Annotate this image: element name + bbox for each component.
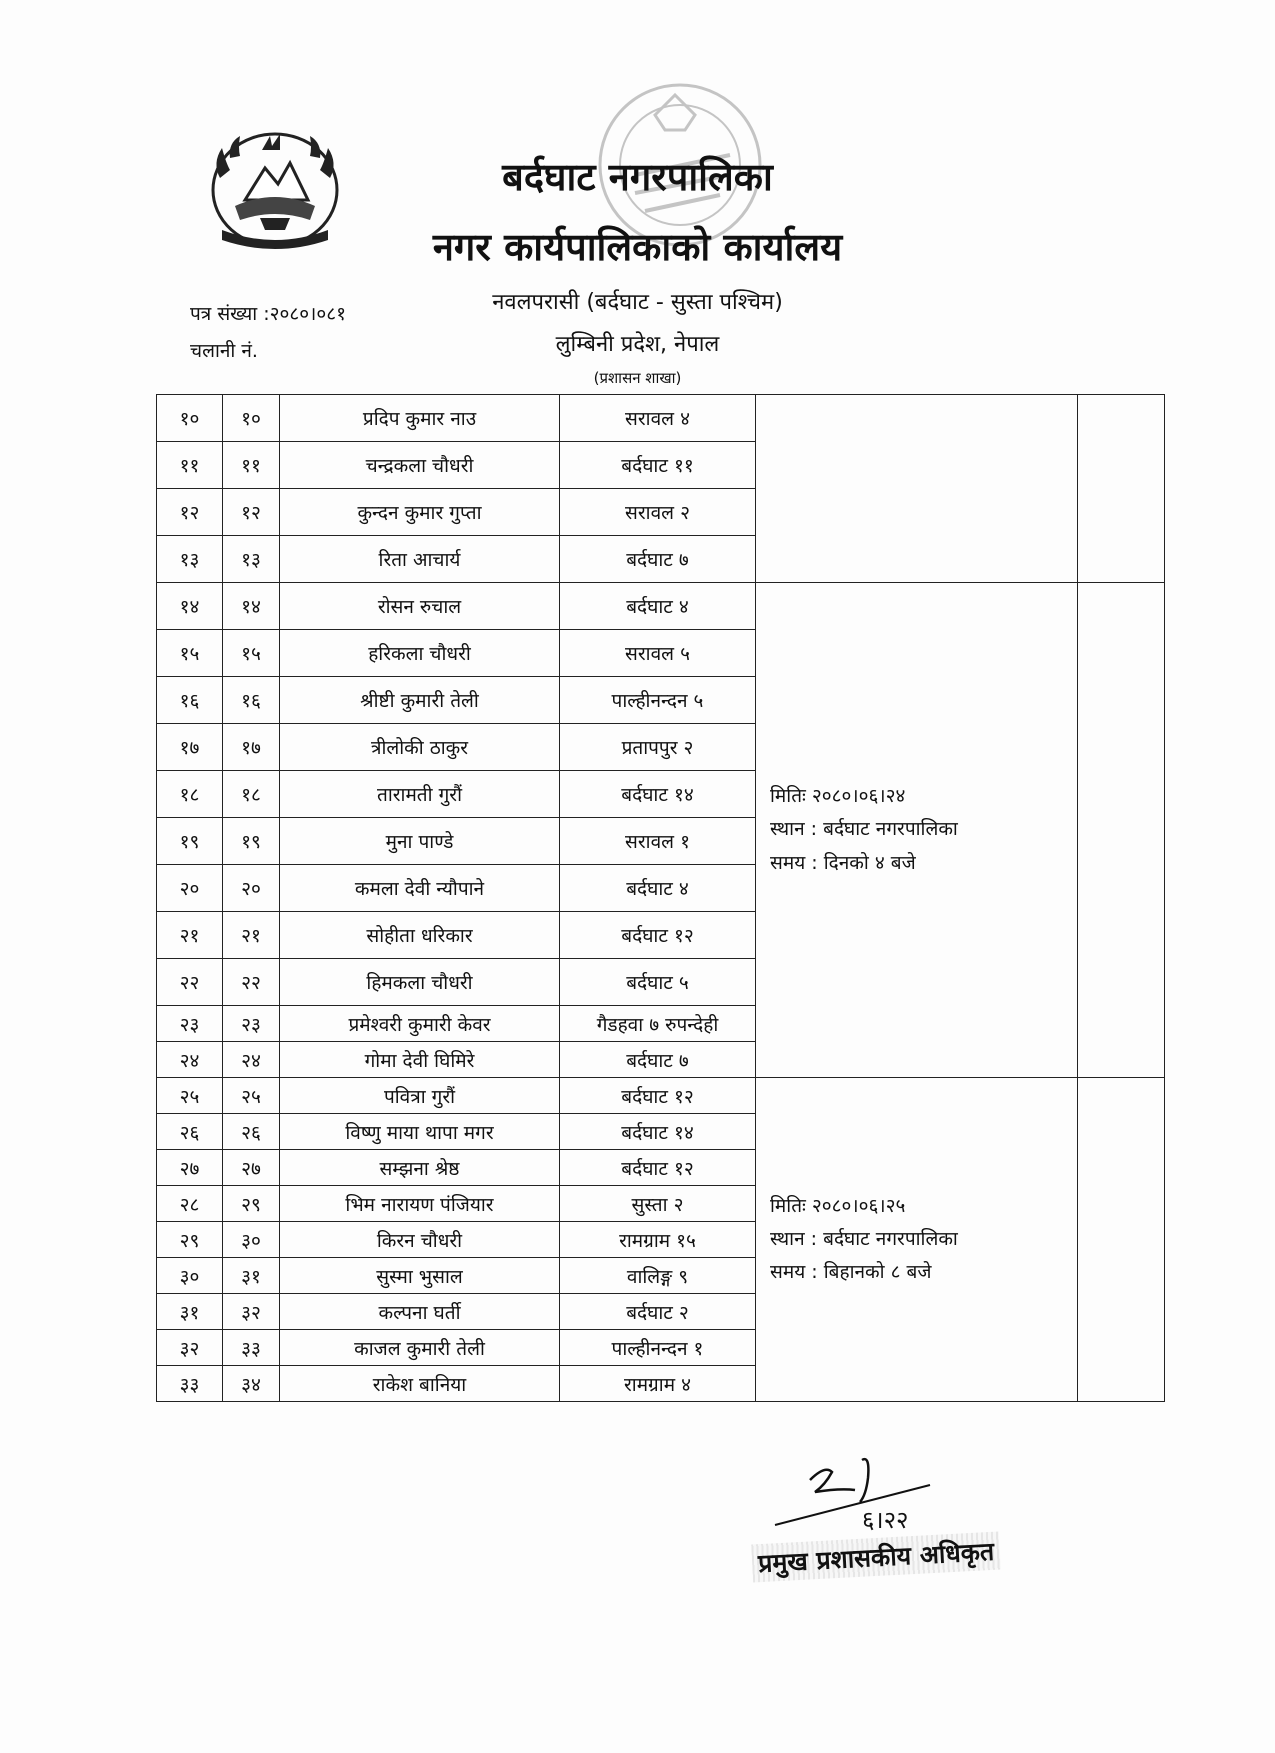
serial-number-cell: २९	[157, 1222, 223, 1258]
signature-date: ६।२२	[862, 1506, 909, 1534]
schedule-date: मितिः २०८०।०६।२४	[770, 785, 906, 808]
schedule-time: समय : दिनको ४ बजे	[770, 851, 916, 874]
candidate-name-cell: पवित्रा गुरौं	[280, 1078, 560, 1114]
roll-number-cell: १०	[223, 395, 280, 442]
candidate-name-cell: हिमकला चौधरी	[280, 959, 560, 1006]
candidate-name-cell: तारामती गुरौं	[280, 771, 560, 818]
address-cell: बर्दघाट ७	[560, 536, 756, 583]
address-cell: बर्दघाट ४	[560, 865, 756, 912]
municipality-name: बर्दघाट नगरपालिका	[502, 155, 773, 199]
schedule-venue: स्थान : बर्दघाट नगरपालिका	[770, 1227, 958, 1250]
letter-number: पत्र संख्या :२०८०।०८१	[190, 303, 347, 325]
candidate-name-cell: रिता आचार्य	[280, 536, 560, 583]
serial-number-cell: १५	[157, 630, 223, 677]
serial-number-cell: १७	[157, 724, 223, 771]
address-cell: बर्दघाट १२	[560, 1078, 756, 1114]
candidate-name-cell: विष्णु माया थापा मगर	[280, 1114, 560, 1150]
table-row	[157, 583, 1165, 630]
candidate-name-cell: कल्पना घर्ती	[280, 1294, 560, 1330]
address-cell: सरावल ४	[560, 395, 756, 442]
address-cell: बर्दघाट १२	[560, 912, 756, 959]
roll-number-cell: २९	[223, 1186, 280, 1222]
candidate-name-cell: भिम नारायण पंजियार	[280, 1186, 560, 1222]
serial-number-cell: २४	[157, 1042, 223, 1078]
address-cell: बर्दघाट २	[560, 1294, 756, 1330]
roll-number-cell: ३१	[223, 1258, 280, 1294]
roll-number-cell: १९	[223, 818, 280, 865]
serial-number-cell: २५	[157, 1078, 223, 1114]
office-name: नगर कार्यपालिकाको कार्यालय	[432, 225, 843, 269]
candidate-name-cell: सम्झना श्रेष्ठ	[280, 1150, 560, 1186]
roll-number-cell: ११	[223, 442, 280, 489]
address-cell: वालिङ्ग ९	[560, 1258, 756, 1294]
schedule-cell	[756, 395, 1078, 583]
candidate-name-cell: सुस्मा भुसाल	[280, 1258, 560, 1294]
schedule-date: मितिः २०८०।०६।२५	[770, 1194, 906, 1217]
address-cell: पाल्हीनन्दन ५	[560, 677, 756, 724]
branch-name: (प्रशासन शाखा)	[593, 369, 682, 387]
serial-number-cell: १४	[157, 583, 223, 630]
schedule-time: समय : बिहानको ८ बजे	[770, 1261, 932, 1284]
address-cell: सरावल २	[560, 489, 756, 536]
candidate-name-cell: किरन चौधरी	[280, 1222, 560, 1258]
address-cell: बर्दघाट १४	[560, 771, 756, 818]
serial-number-cell: २८	[157, 1186, 223, 1222]
candidate-table	[156, 394, 1165, 1402]
candidate-name-cell: मुना पाण्डे	[280, 818, 560, 865]
serial-number-cell: ३२	[157, 1330, 223, 1366]
serial-number-cell: २१	[157, 912, 223, 959]
serial-number-cell: १०	[157, 395, 223, 442]
roll-number-cell: २१	[223, 912, 280, 959]
roll-number-cell: २५	[223, 1078, 280, 1114]
roll-number-cell: ३०	[223, 1222, 280, 1258]
roll-number-cell: २२	[223, 959, 280, 1006]
candidate-name-cell: हरिकला चौधरी	[280, 630, 560, 677]
serial-number-cell: १६	[157, 677, 223, 724]
signature	[770, 1450, 940, 1535]
roll-number-cell: १३	[223, 536, 280, 583]
roll-number-cell: ३३	[223, 1330, 280, 1366]
roll-number-cell: ३४	[223, 1366, 280, 1402]
candidate-name-cell: काजल कुमारी तेली	[280, 1330, 560, 1366]
roll-number-cell: १६	[223, 677, 280, 724]
serial-number-cell: १८	[157, 771, 223, 818]
candidate-name-cell: त्रीलोकी ठाकुर	[280, 724, 560, 771]
address-cell: बर्दघाट १२	[560, 1150, 756, 1186]
serial-number-cell: २२	[157, 959, 223, 1006]
candidate-name-cell: सोहीता धरिकार	[280, 912, 560, 959]
roll-number-cell: २७	[223, 1150, 280, 1186]
serial-number-cell: १९	[157, 818, 223, 865]
address-cell: पाल्हीनन्दन १	[560, 1330, 756, 1366]
roll-number-cell: २६	[223, 1114, 280, 1150]
address-cell: सरावल ५	[560, 630, 756, 677]
remarks-cell	[1078, 395, 1165, 583]
roll-number-cell: २०	[223, 865, 280, 912]
address-cell: गैडहवा ७ रुपन्देही	[560, 1006, 756, 1042]
remarks-cell	[1078, 1078, 1165, 1402]
serial-number-cell: ३१	[157, 1294, 223, 1330]
officer-stamp: प्रमुख प्रशासकीय अधिकृत	[751, 1532, 1001, 1583]
table-row	[157, 395, 1165, 442]
serial-number-cell: २०	[157, 865, 223, 912]
office-address: नवलपरासी (बर्दघाट - सुस्ता पश्चिम)	[492, 290, 783, 315]
serial-number-cell: २३	[157, 1006, 223, 1042]
roll-number-cell: २४	[223, 1042, 280, 1078]
schedule-cell	[756, 583, 1078, 1078]
candidate-name-cell: चन्द्रकला चौधरी	[280, 442, 560, 489]
serial-number-cell: २७	[157, 1150, 223, 1186]
candidate-name-cell: गोमा देवी घिमिरे	[280, 1042, 560, 1078]
address-cell: रामग्राम ४	[560, 1366, 756, 1402]
province-name: लुम्बिनी प्रदेश, नेपाल	[555, 332, 720, 357]
serial-number-cell: २६	[157, 1114, 223, 1150]
dispatch-number: चलानी नं.	[190, 340, 258, 362]
roll-number-cell: १२	[223, 489, 280, 536]
address-cell: बर्दघाट ७	[560, 1042, 756, 1078]
address-cell: बर्दघाट ५	[560, 959, 756, 1006]
candidate-name-cell: रोसन रुचाल	[280, 583, 560, 630]
schedule-venue: स्थान : बर्दघाट नगरपालिका	[770, 818, 958, 841]
candidate-name-cell: कुन्दन कुमार गुप्ता	[280, 489, 560, 536]
table-row	[157, 1078, 1165, 1114]
address-cell: प्रतापपुर २	[560, 724, 756, 771]
serial-number-cell: १३	[157, 536, 223, 583]
candidate-name-cell: कमला देवी न्यौपाने	[280, 865, 560, 912]
address-cell: बर्दघाट ११	[560, 442, 756, 489]
roll-number-cell: ३२	[223, 1294, 280, 1330]
address-cell: सरावल १	[560, 818, 756, 865]
address-cell: रामग्राम १५	[560, 1222, 756, 1258]
serial-number-cell: ३३	[157, 1366, 223, 1402]
roll-number-cell: २३	[223, 1006, 280, 1042]
candidate-name-cell: प्रमेश्वरी कुमारी केवर	[280, 1006, 560, 1042]
candidate-name-cell: प्रदिप कुमार नाउ	[280, 395, 560, 442]
serial-number-cell: १२	[157, 489, 223, 536]
address-cell: बर्दघाट १४	[560, 1114, 756, 1150]
roll-number-cell: १७	[223, 724, 280, 771]
serial-number-cell: ११	[157, 442, 223, 489]
remarks-cell	[1078, 583, 1165, 1078]
roll-number-cell: १८	[223, 771, 280, 818]
schedule-cell	[756, 1078, 1078, 1402]
address-cell: बर्दघाट ४	[560, 583, 756, 630]
serial-number-cell: ३०	[157, 1258, 223, 1294]
roll-number-cell: १४	[223, 583, 280, 630]
roll-number-cell: १५	[223, 630, 280, 677]
candidate-name-cell: राकेश बानिया	[280, 1366, 560, 1402]
address-cell: सुस्ता २	[560, 1186, 756, 1222]
candidate-name-cell: श्रीष्टी कुमारी तेली	[280, 677, 560, 724]
